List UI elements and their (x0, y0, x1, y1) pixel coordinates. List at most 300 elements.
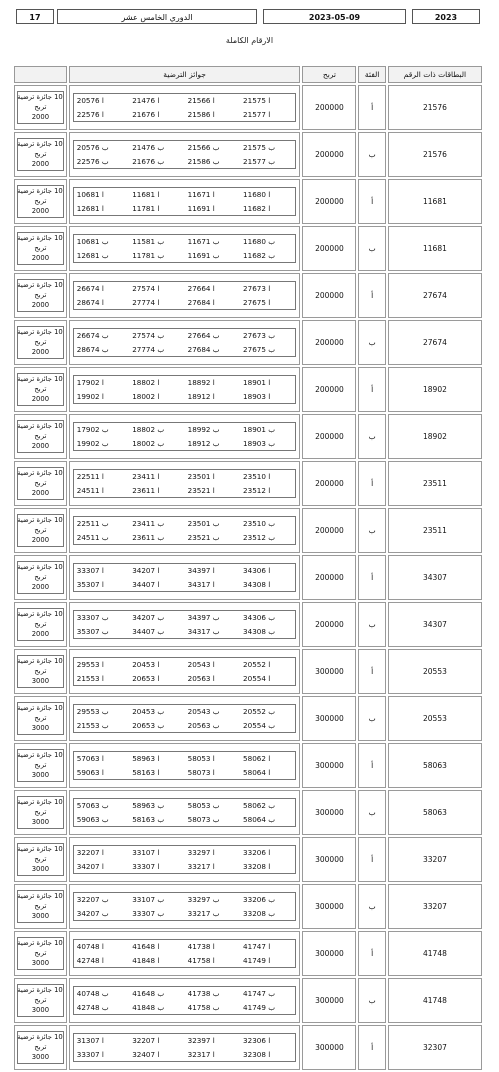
ticket-number: 41748 (388, 931, 482, 976)
prize-number: ا 33107 (132, 848, 160, 858)
consolation-box (17, 749, 64, 782)
consolation-text: تربح (34, 667, 47, 675)
prize-number: ب 34407 (132, 626, 165, 636)
prize-number: ب 11682 (243, 250, 275, 260)
prize-number: ا 18802 (132, 378, 160, 388)
consolation-cell (14, 649, 67, 694)
prize-number: ا 34207 (76, 861, 104, 871)
prize-number: ب 23512 (243, 532, 275, 542)
consolation-text: 2000 (31, 583, 50, 591)
prize-number: ا 41738 (187, 942, 215, 952)
consolation-text: 2000 (31, 254, 50, 262)
prize-number: ا 33307 (76, 566, 104, 576)
category-cell: ب (358, 978, 386, 1023)
prizes-box (73, 375, 297, 404)
consolation-box (17, 655, 64, 688)
prize-number: ا 41648 (132, 942, 160, 952)
consolation-text: 2000 (31, 348, 50, 356)
date-box: 2023-05-09 (263, 9, 406, 24)
category-cell: أ (358, 367, 386, 412)
consolation-box (17, 185, 64, 218)
prize-number: ا 21566 (187, 96, 215, 106)
win-amount: 200000 (302, 132, 356, 177)
prize-number: ب 34306 (243, 613, 275, 623)
prize-number: ا 32207 (76, 848, 104, 858)
table-row (14, 367, 482, 412)
ticket-number: 20553 (388, 649, 482, 694)
prize-number: ا 11671 (187, 190, 215, 200)
win-amount: 200000 (302, 320, 356, 365)
prize-number: ب 10681 (76, 237, 109, 247)
consolation-text: 3000 (31, 912, 50, 920)
prize-number: ب 21676 (132, 156, 165, 166)
consolation-text: تربح (34, 996, 47, 1004)
consolation-text: 10 جائزة ترضية (17, 1033, 63, 1041)
col-header-consolation (14, 66, 67, 83)
consolation-cell (14, 743, 67, 788)
prizes-cell (69, 837, 301, 882)
prize-number: ا 17902 (76, 378, 104, 388)
consolation-cell (14, 179, 67, 224)
prizes-box (73, 845, 297, 874)
category-cell: أ (358, 273, 386, 318)
consolation-box (17, 1031, 64, 1064)
ticket-number: 27674 (388, 320, 482, 365)
consolation-text: تربح (34, 291, 47, 299)
prizes-box (73, 563, 297, 592)
prize-number: ب 23510 (243, 519, 275, 529)
prize-number: ا 33217 (187, 861, 215, 871)
consolation-cell (14, 508, 67, 553)
table-row (14, 85, 482, 130)
category-cell: أ (358, 555, 386, 600)
category-cell: ب (358, 226, 386, 271)
table-row (14, 790, 482, 835)
table-row (14, 743, 482, 788)
table-row (14, 978, 482, 1023)
prize-number: ب 18901 (243, 425, 275, 435)
round-box: 17 (16, 9, 54, 24)
prize-number: ب 33307 (76, 613, 109, 623)
prize-number: ب 34207 (132, 613, 165, 623)
prizes-cell (69, 696, 301, 741)
consolation-box (17, 373, 64, 406)
category-cell: أ (358, 743, 386, 788)
consolation-box (17, 279, 64, 312)
prize-number: ب 18802 (132, 425, 165, 435)
prizes-cell (69, 226, 301, 271)
prize-number: ب 11671 (187, 237, 220, 247)
table-row (14, 884, 482, 929)
win-amount: 300000 (302, 696, 356, 741)
win-amount: 200000 (302, 273, 356, 318)
consolation-text: 10 جائزة ترضية (17, 140, 63, 148)
category-cell: ب (358, 508, 386, 553)
league-box: الدوري الخامس عشر (57, 9, 257, 24)
prize-number: ب 19902 (76, 438, 109, 448)
prize-number: ب 35307 (76, 626, 109, 636)
consolation-text: 2000 (31, 630, 50, 638)
prize-number: ب 58073 (187, 814, 220, 824)
prize-number: ا 34317 (187, 579, 215, 589)
prize-number: ا 11680 (243, 190, 271, 200)
consolation-box (17, 91, 64, 124)
table-row (14, 414, 482, 459)
prize-number: ب 41738 (187, 989, 220, 999)
ticket-number: 32307 (388, 1025, 482, 1070)
prize-number: ب 29553 (76, 707, 109, 717)
ticket-number: 18902 (388, 414, 482, 459)
consolation-text: 10 جائزة ترضية (17, 516, 63, 524)
category-cell: أ (358, 85, 386, 130)
consolation-text: تربح (34, 150, 47, 158)
prize-number: ا 33307 (76, 1049, 104, 1059)
consolation-text: 3000 (31, 1053, 50, 1061)
category-cell: أ (358, 931, 386, 976)
consolation-text: 10 جائزة ترضية (17, 610, 63, 618)
consolation-text: تربح (34, 385, 47, 393)
prizes-cell (69, 884, 301, 929)
prize-number: ا 27675 (243, 297, 271, 307)
prize-number: ا 23521 (187, 485, 215, 495)
ticket-number: 27674 (388, 273, 482, 318)
prize-number: ب 40748 (76, 989, 109, 999)
prize-number: ا 32397 (187, 1036, 215, 1046)
consolation-text: 10 جائزة ترضية (17, 845, 63, 853)
consolation-box (17, 467, 64, 500)
prize-number: ب 27675 (243, 344, 275, 354)
win-amount: 200000 (302, 461, 356, 506)
prize-number: ب 20543 (187, 707, 220, 717)
prize-number: ا 27684 (187, 297, 215, 307)
consolation-box (17, 138, 64, 171)
consolation-cell (14, 1025, 67, 1070)
prize-number: ب 34308 (243, 626, 275, 636)
consolation-text: 3000 (31, 959, 50, 967)
consolation-cell (14, 555, 67, 600)
prize-number: ب 20554 (243, 720, 275, 730)
consolation-text: 10 جائزة ترضية (17, 422, 63, 430)
prize-number: ب 20552 (243, 707, 275, 717)
prize-number: ب 21566 (187, 143, 220, 153)
consolation-cell (14, 367, 67, 412)
win-amount: 200000 (302, 367, 356, 412)
consolation-text: تربح (34, 432, 47, 440)
prize-number: ب 20576 (76, 143, 109, 153)
prize-number: ب 18992 (187, 425, 220, 435)
prize-number: ا 11691 (187, 203, 215, 213)
prize-number: ب 41758 (187, 1002, 220, 1012)
consolation-text: 10 جائزة ترضية (17, 798, 63, 806)
consolation-text: 10 جائزة ترضية (17, 469, 63, 477)
win-amount: 200000 (302, 508, 356, 553)
consolation-cell (14, 931, 67, 976)
consolation-box (17, 561, 64, 594)
win-amount: 300000 (302, 884, 356, 929)
prize-number: ا 41848 (132, 955, 160, 965)
ticket-number: 33207 (388, 837, 482, 882)
prizes-box (73, 281, 297, 310)
consolation-text: 3000 (31, 677, 50, 685)
prize-number: ب 34317 (187, 626, 220, 636)
prize-number: ب 22511 (76, 519, 109, 529)
prizes-box (73, 469, 297, 498)
consolation-cell (14, 320, 67, 365)
prizes-cell (69, 508, 301, 553)
prize-number: ب 17902 (76, 425, 109, 435)
prize-number: ب 41747 (243, 989, 275, 999)
table-row (14, 696, 482, 741)
prize-number: ب 28674 (76, 344, 109, 354)
prize-number: ا 33208 (243, 861, 271, 871)
prizes-cell (69, 85, 301, 130)
win-amount: 300000 (302, 931, 356, 976)
prize-number: ا 33307 (132, 861, 160, 871)
prize-number: ب 33107 (132, 895, 165, 905)
consolation-text: تربح (34, 573, 47, 581)
consolation-text: تربح (34, 714, 47, 722)
prize-number: ب 27774 (132, 344, 165, 354)
prize-number: ا 27664 (187, 284, 215, 294)
prize-number: ب 33307 (132, 908, 165, 918)
ticket-number: 58063 (388, 743, 482, 788)
prize-number: ب 12681 (76, 250, 109, 260)
prize-number: ب 26674 (76, 331, 109, 341)
prize-number: ب 41648 (132, 989, 165, 999)
prizes-box (73, 939, 297, 968)
table-row (14, 273, 482, 318)
prizes-box (73, 422, 297, 451)
ticket-number: 58063 (388, 790, 482, 835)
prize-number: ب 21577 (243, 156, 275, 166)
prize-number: ا 19902 (76, 391, 104, 401)
consolation-text: 10 جائزة ترضية (17, 281, 63, 289)
prize-number: ب 57063 (76, 801, 109, 811)
table-row (14, 179, 482, 224)
prize-number: ا 32407 (132, 1049, 160, 1059)
prize-number: ب 34397 (187, 613, 220, 623)
ticket-number: 21576 (388, 85, 482, 130)
table-row (14, 649, 482, 694)
prize-number: ا 23411 (132, 472, 160, 482)
ticket-number: 23511 (388, 508, 482, 553)
prize-number: ب 41749 (243, 1002, 275, 1012)
consolation-text: 2000 (31, 207, 50, 215)
prize-number: ا 20543 (187, 660, 215, 670)
prize-number: ب 33297 (187, 895, 220, 905)
consolation-box (17, 514, 64, 547)
prize-number: ب 22576 (76, 156, 109, 166)
prize-number: ا 20653 (132, 673, 160, 683)
ticket-number: 23511 (388, 461, 482, 506)
prizes-box (73, 234, 297, 263)
consolation-text: 10 جائزة ترضية (17, 986, 63, 994)
consolation-text: تربح (34, 1043, 47, 1051)
prize-number: ب 34207 (76, 908, 109, 918)
win-amount: 300000 (302, 978, 356, 1023)
prize-number: ا 11682 (243, 203, 271, 213)
prize-number: ب 58053 (187, 801, 220, 811)
ticket-number: 33207 (388, 884, 482, 929)
ticket-number: 20553 (388, 696, 482, 741)
prize-number: ب 58062 (243, 801, 275, 811)
prize-number: ب 23411 (132, 519, 165, 529)
consolation-cell (14, 790, 67, 835)
consolation-text: تربح (34, 902, 47, 910)
prizes-box (73, 704, 297, 733)
prize-number: ب 23611 (132, 532, 165, 542)
category-cell: أ (358, 461, 386, 506)
table-row (14, 602, 482, 647)
prize-number: ا 23611 (132, 485, 160, 495)
consolation-cell (14, 461, 67, 506)
prize-number: ب 33217 (187, 908, 220, 918)
consolation-text: تربح (34, 338, 47, 346)
prize-number: ب 11691 (187, 250, 220, 260)
prize-number: ا 42748 (76, 955, 104, 965)
prize-number: ب 21586 (187, 156, 220, 166)
prize-number: ا 33206 (243, 848, 271, 858)
consolation-text: 2000 (31, 489, 50, 497)
consolation-cell (14, 132, 67, 177)
prizes-box (73, 986, 297, 1015)
table-row (14, 555, 482, 600)
prize-number: ب 18903 (243, 438, 275, 448)
prize-number: ب 33208 (243, 908, 275, 918)
prizes-cell (69, 555, 301, 600)
consolation-text: 3000 (31, 771, 50, 779)
win-amount: 200000 (302, 179, 356, 224)
prize-number: ا 33297 (187, 848, 215, 858)
prizes-cell (69, 790, 301, 835)
col-header-number: البطاقات ذات الرقم (388, 66, 482, 83)
consolation-text: 10 جائزة ترضية (17, 892, 63, 900)
category-cell: ب (358, 602, 386, 647)
category-cell: ب (358, 132, 386, 177)
table-row (14, 461, 482, 506)
consolation-cell (14, 884, 67, 929)
win-amount: 300000 (302, 1025, 356, 1070)
prize-number: ا 29553 (76, 660, 104, 670)
prizes-box (73, 140, 297, 169)
prize-number: ب 23521 (187, 532, 220, 542)
category-cell: ب (358, 696, 386, 741)
prize-number: ب 58963 (132, 801, 165, 811)
consolation-box (17, 984, 64, 1017)
win-amount: 300000 (302, 837, 356, 882)
consolation-text: 10 جائزة ترضية (17, 751, 63, 759)
win-amount: 300000 (302, 649, 356, 694)
prize-number: ا 34207 (132, 566, 160, 576)
win-amount: 200000 (302, 602, 356, 647)
table-row (14, 508, 482, 553)
win-amount: 300000 (302, 743, 356, 788)
prizes-box (73, 610, 297, 639)
prize-number: ا 58963 (132, 754, 160, 764)
prizes-cell (69, 602, 301, 647)
prize-number: ب 21553 (76, 720, 109, 730)
prize-number: ا 18903 (243, 391, 271, 401)
prize-number: ا 20554 (243, 673, 271, 683)
prizes-cell (69, 649, 301, 694)
prizes-cell (69, 414, 301, 459)
prize-number: ا 18892 (187, 378, 215, 388)
ticket-number: 34307 (388, 602, 482, 647)
consolation-cell (14, 273, 67, 318)
prize-number: ا 23501 (187, 472, 215, 482)
prizes-box (73, 798, 297, 827)
prizes-cell (69, 273, 301, 318)
win-amount: 200000 (302, 226, 356, 271)
prize-number: ب 11781 (132, 250, 165, 260)
consolation-cell (14, 696, 67, 741)
prize-number: ا 32207 (132, 1036, 160, 1046)
consolation-box (17, 420, 64, 453)
category-cell: أ (358, 179, 386, 224)
consolation-text: 10 جائزة ترضية (17, 375, 63, 383)
prize-number: ا 27673 (243, 284, 271, 294)
table-row (14, 837, 482, 882)
prize-number: ب 11581 (132, 237, 165, 247)
consolation-text: تربح (34, 197, 47, 205)
prize-number: ا 41749 (243, 955, 271, 965)
prize-number: ب 58163 (132, 814, 165, 824)
prize-number: ب 21476 (132, 143, 165, 153)
prizes-cell (69, 179, 301, 224)
consolation-text: 2000 (31, 536, 50, 544)
ticket-number: 18902 (388, 367, 482, 412)
consolation-text: 10 جائزة ترضية (17, 234, 63, 242)
table-body (14, 85, 482, 1070)
prize-number: ا 21577 (243, 109, 271, 119)
prize-number: ا 40748 (76, 942, 104, 952)
consolation-box (17, 232, 64, 265)
prizes-cell (69, 931, 301, 976)
prize-number: ا 21553 (76, 673, 104, 683)
prize-number: ا 20453 (132, 660, 160, 670)
prize-number: ا 20563 (187, 673, 215, 683)
prize-number: ا 18002 (132, 391, 160, 401)
consolation-text: تربح (34, 479, 47, 487)
prizes-box (73, 187, 297, 216)
prize-number: ب 32207 (76, 895, 109, 905)
prize-number: ب 23501 (187, 519, 220, 529)
prize-number: ب 18002 (132, 438, 165, 448)
category-cell: ب (358, 414, 386, 459)
prize-number: ا 18901 (243, 378, 271, 388)
consolation-box (17, 937, 64, 970)
prizes-cell (69, 132, 301, 177)
prizes-cell (69, 320, 301, 365)
consolation-text: 2000 (31, 395, 50, 403)
prize-number: ا 31307 (76, 1036, 104, 1046)
prize-number: ا 21586 (187, 109, 215, 119)
consolation-box (17, 843, 64, 876)
prize-number: ا 23512 (243, 485, 271, 495)
table-row (14, 132, 482, 177)
consolation-cell (14, 414, 67, 459)
consolation-text: تربح (34, 949, 47, 957)
consolation-box (17, 326, 64, 359)
prize-number: ا 32308 (243, 1049, 271, 1059)
consolation-text: 2000 (31, 301, 50, 309)
category-cell: أ (358, 837, 386, 882)
consolation-cell (14, 602, 67, 647)
prize-number: ا 22511 (76, 472, 104, 482)
consolation-text: تربح (34, 855, 47, 863)
prize-number: ا 34397 (187, 566, 215, 576)
consolation-cell (14, 85, 67, 130)
